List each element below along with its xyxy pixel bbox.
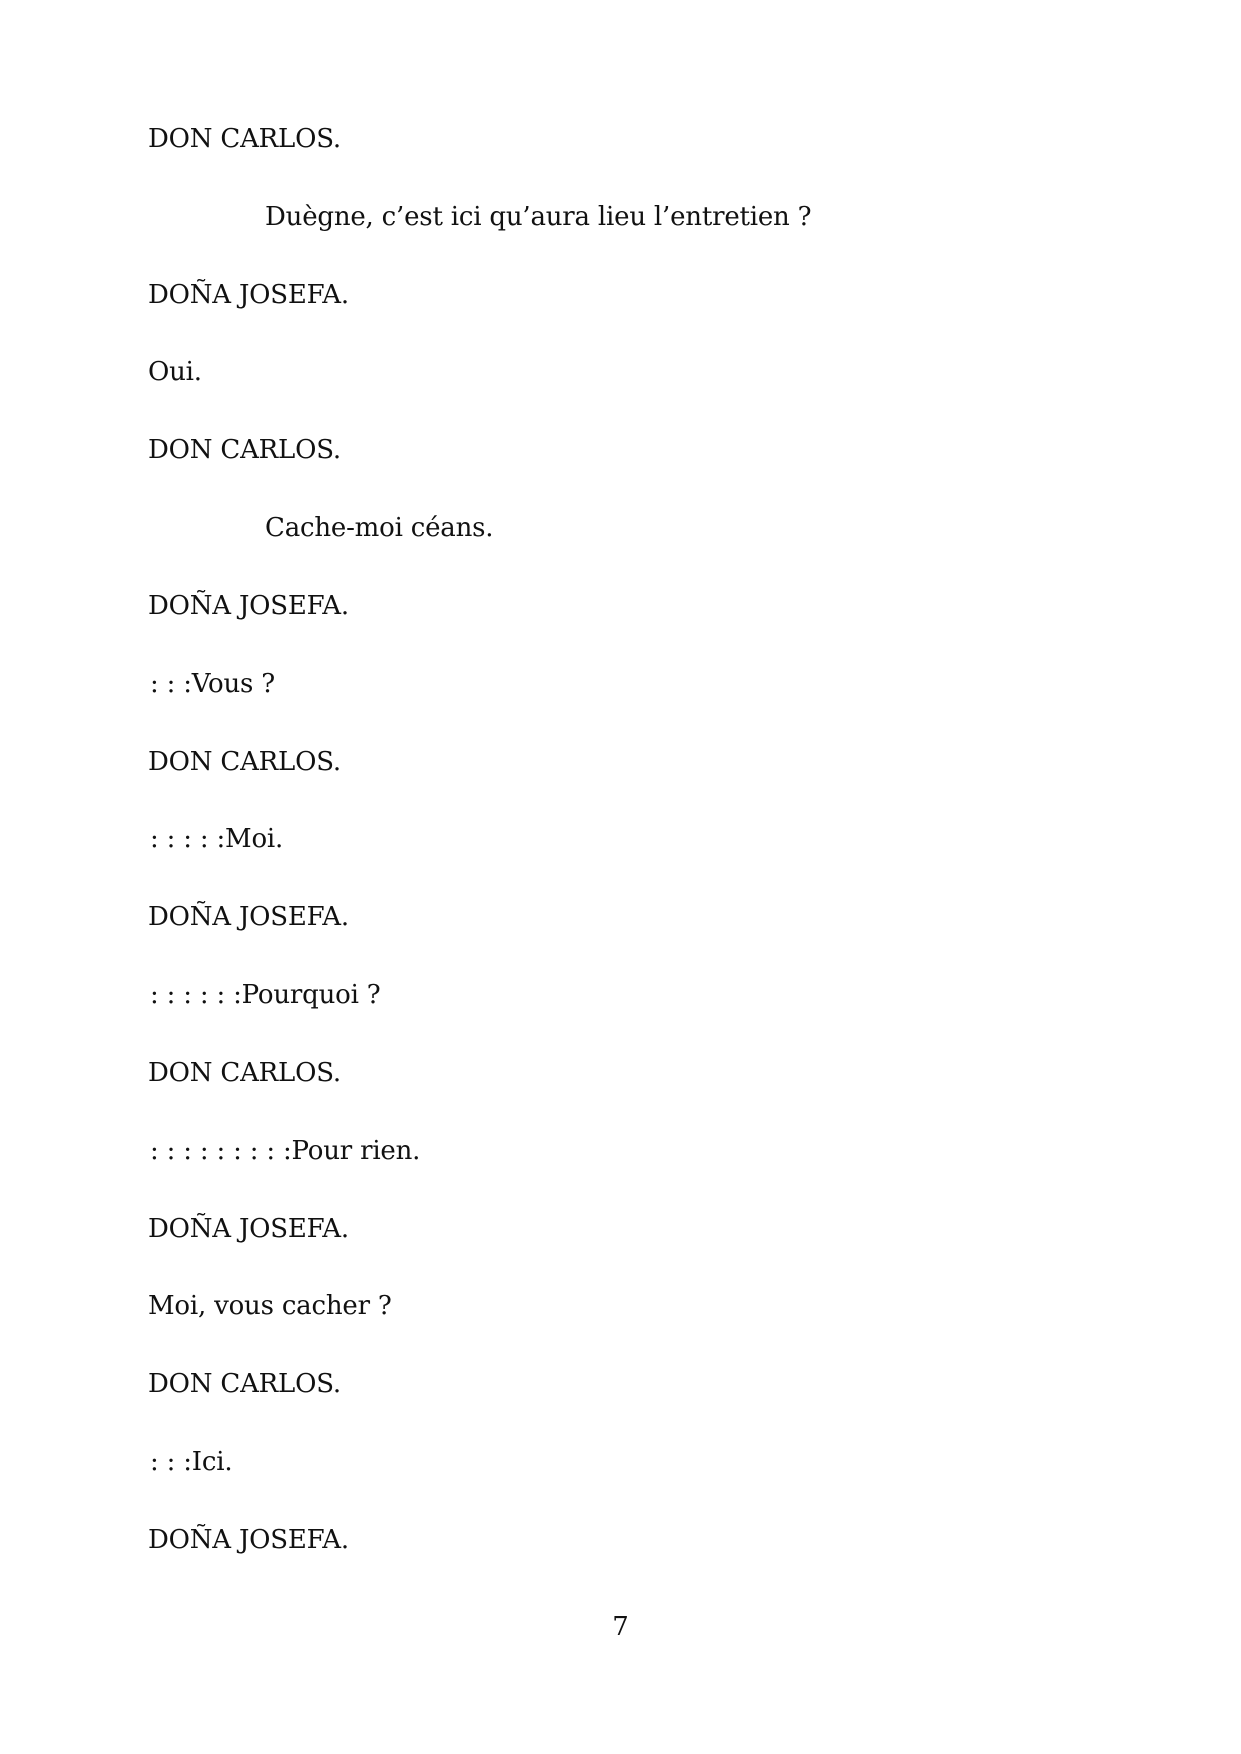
dialogue-line: : : : : : : : : :Pour rien.: [150, 1136, 421, 1166]
dialogue-line: Oui.: [148, 357, 202, 387]
dialogue-line: Cache-moi céans.: [265, 513, 494, 543]
speaker-name: DON CARLOS.: [148, 747, 341, 777]
speaker-name: DOÑA JOSEFA.: [148, 902, 349, 932]
page-number: 7: [612, 1612, 629, 1642]
dialogue-line: Duègne, c’est ici qu’aura lieu l’entretien ?: [265, 202, 812, 232]
dialogue-line: : : :Vous ?: [150, 669, 275, 699]
speaker-name: DOÑA JOSEFA.: [148, 1525, 349, 1555]
speaker-name: DON CARLOS.: [148, 435, 341, 465]
speaker-name: DON CARLOS.: [148, 124, 341, 154]
dialogue-line: Moi, vous cacher ?: [148, 1291, 392, 1321]
speaker-name: DOÑA JOSEFA.: [148, 1214, 349, 1244]
dialogue-line: : : :Ici.: [150, 1447, 233, 1477]
dialogue-line: : : : : :Moi.: [150, 824, 284, 854]
speaker-name: DON CARLOS.: [148, 1369, 341, 1399]
dialogue-line: : : : : : :Pourquoi ?: [150, 980, 381, 1010]
speaker-name: DOÑA JOSEFA.: [148, 280, 349, 310]
speaker-name: DON CARLOS.: [148, 1058, 341, 1088]
speaker-name: DOÑA JOSEFA.: [148, 591, 349, 621]
